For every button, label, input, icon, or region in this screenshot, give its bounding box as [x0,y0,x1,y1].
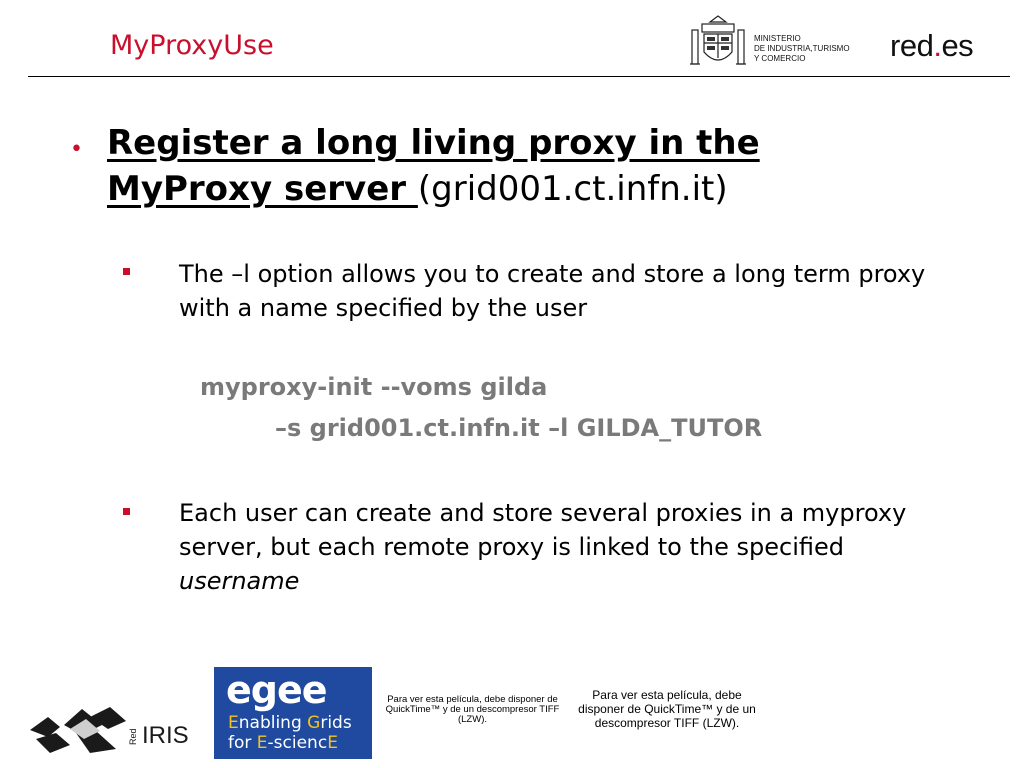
reds-logo-dot: . [933,28,942,63]
bullet-icon: • [70,137,83,162]
egee-tag-e3: E [327,733,338,753]
egee-wordmark: egee [226,668,327,712]
ministry-line: Y COMERCIO [754,54,806,63]
egee-tag-for: for [228,733,257,753]
quicktime-placeholder-large: Para ver esta película, debe disponer de QuickTime™ y de un descompresor TIFF (LZW). [578,688,756,730]
header-divider [28,76,1010,77]
main-heading-line1: Register a long living proxy in the [107,123,760,163]
egee-tagline-line1 [228,713,352,733]
reds-logo [890,28,973,64]
sub-point-italic: username [179,567,300,595]
ministry-label [754,34,850,64]
reds-logo-red: red [890,28,934,63]
square-bullet-icon [123,268,130,275]
main-heading-line2: MyProxy server [107,169,418,209]
egee-tag-nabling: nabling [238,713,308,733]
egee-tag-e: E [228,713,239,733]
egee-tag-e2: E [256,733,268,753]
sub-point-text: Each user can create and store several proxies in a myproxy server, but each remote proxy is linked to the specified [179,499,907,561]
command-line-2: –s grid001.ct.infn.it –l GILDA_TUTOR [275,414,763,442]
rediris-wordmark: IRIS [142,722,189,749]
quicktime-placeholder-small: Para ver esta película, debe disponer de QuickTime™ y de un descompresor TIFF (LZW). [385,694,560,725]
sub-point-multiple-proxies [179,496,939,598]
main-heading [107,120,927,212]
reds-logo-es: es [941,28,974,63]
rediris-red-label: Red [128,728,138,745]
rediris-logo-icon [30,703,190,757]
sub-point-option-l: The –l option allows you to create and store a long term proxy with a name specified by the user [179,260,926,322]
page-title: MyProxyUse [110,30,274,61]
egee-tag-g: G [307,713,321,733]
command-line-1: myproxy-init --voms gilda [200,373,548,401]
square-bullet-icon [123,508,130,515]
ministry-line: DE INDUSTRIA,TURISMO [754,44,850,53]
egee-tag-rids: rids [320,713,352,733]
egee-tag-scienc: -scienc [267,733,328,753]
egee-tagline-line2 [228,733,338,753]
main-heading-host: (grid001.ct.infn.it) [417,169,728,209]
ministry-line: MINISTERIO [754,34,801,43]
